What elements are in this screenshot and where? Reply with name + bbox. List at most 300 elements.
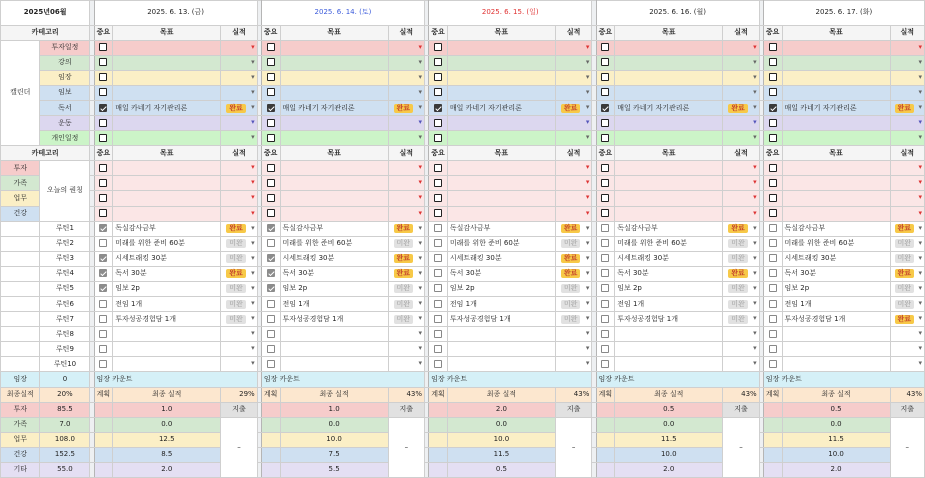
performance-dropdown[interactable] [890, 131, 924, 146]
importance-cell[interactable] [261, 116, 280, 131]
importance-cell[interactable] [261, 161, 280, 176]
performance-dropdown[interactable] [388, 55, 424, 70]
importance-cell[interactable] [596, 116, 615, 131]
routine-text[interactable] [615, 327, 723, 342]
performance-dropdown[interactable] [221, 161, 257, 176]
routine-checkbox[interactable] [99, 269, 107, 277]
goal-cell[interactable] [782, 161, 890, 176]
importance-cell[interactable] [596, 161, 615, 176]
importance-checkbox[interactable] [99, 104, 107, 112]
routine-status-dropdown[interactable] [555, 251, 591, 266]
routine-check-cell[interactable] [596, 236, 615, 251]
routine-checkbox[interactable] [601, 345, 609, 353]
importance-cell[interactable] [94, 191, 113, 206]
routine-checkbox[interactable] [769, 300, 777, 308]
importance-cell[interactable] [429, 101, 448, 116]
importance-cell[interactable] [763, 161, 782, 176]
routine-checkbox[interactable] [267, 300, 275, 308]
goal-cell[interactable] [447, 70, 555, 85]
importance-cell[interactable] [429, 191, 448, 206]
performance-dropdown[interactable] [723, 116, 759, 131]
importance-checkbox[interactable] [267, 73, 275, 81]
importance-checkbox[interactable] [267, 88, 275, 96]
routine-checkbox[interactable] [99, 360, 107, 368]
routine-check-cell[interactable] [596, 327, 615, 342]
routine-status-dropdown[interactable] [723, 297, 759, 312]
routine-check-cell[interactable] [261, 266, 280, 281]
performance-dropdown[interactable] [555, 131, 591, 146]
routine-text[interactable]: 독실감사금부 [782, 221, 890, 236]
routine-text[interactable]: 투자성공경험담 1개 [280, 312, 388, 327]
importance-checkbox[interactable] [769, 88, 777, 96]
routine-text[interactable]: 미래를 위한 준비 60분 [113, 236, 221, 251]
importance-checkbox[interactable] [601, 104, 609, 112]
performance-dropdown[interactable] [221, 206, 257, 221]
importance-checkbox[interactable] [769, 73, 777, 81]
routine-text[interactable]: 독서 30분 [113, 266, 221, 281]
routine-check-cell[interactable] [596, 221, 615, 236]
performance-dropdown[interactable] [723, 70, 759, 85]
importance-cell[interactable] [596, 101, 615, 116]
performance-dropdown[interactable] [723, 206, 759, 221]
routine-text[interactable] [447, 342, 555, 357]
importance-checkbox[interactable] [267, 58, 275, 66]
routine-check-cell[interactable] [261, 357, 280, 372]
routine-check-cell[interactable] [261, 342, 280, 357]
importance-cell[interactable] [596, 131, 615, 146]
routine-status-dropdown[interactable] [388, 312, 424, 327]
goal-cell[interactable] [447, 55, 555, 70]
routine-check-cell[interactable] [763, 357, 782, 372]
routine-text[interactable] [113, 327, 221, 342]
routine-text[interactable]: 시세트래킹 30분 [447, 251, 555, 266]
performance-dropdown[interactable] [890, 176, 924, 191]
routine-check-cell[interactable] [429, 251, 448, 266]
goal-cell[interactable] [782, 116, 890, 131]
routine-checkbox[interactable] [434, 300, 442, 308]
routine-check-cell[interactable] [763, 266, 782, 281]
routine-status-dropdown[interactable] [388, 281, 424, 296]
routine-checkbox[interactable] [601, 254, 609, 262]
importance-checkbox[interactable] [99, 43, 107, 51]
importance-cell[interactable] [763, 70, 782, 85]
importance-cell[interactable] [763, 55, 782, 70]
routine-check-cell[interactable] [94, 357, 113, 372]
importance-checkbox[interactable] [267, 209, 275, 217]
importance-checkbox[interactable] [434, 88, 442, 96]
importance-checkbox[interactable] [434, 58, 442, 66]
performance-dropdown[interactable] [388, 70, 424, 85]
goal-cell[interactable] [280, 85, 388, 100]
goal-cell[interactable] [447, 176, 555, 191]
routine-status-dropdown[interactable] [221, 221, 257, 236]
routine-text[interactable]: 전임 1개 [615, 297, 723, 312]
performance-dropdown[interactable] [890, 70, 924, 85]
goal-cell[interactable]: 매일 카네기 자기관리론 [615, 101, 723, 116]
routine-status-dropdown[interactable] [221, 281, 257, 296]
routine-checkbox[interactable] [267, 360, 275, 368]
routine-status-dropdown[interactable] [890, 251, 924, 266]
importance-cell[interactable] [763, 191, 782, 206]
performance-dropdown[interactable] [723, 85, 759, 100]
routine-text[interactable] [280, 327, 388, 342]
importance-cell[interactable] [261, 70, 280, 85]
importance-cell[interactable] [596, 191, 615, 206]
goal-cell[interactable] [615, 85, 723, 100]
routine-status-dropdown[interactable] [555, 327, 591, 342]
routine-checkbox[interactable] [434, 284, 442, 292]
performance-dropdown[interactable] [890, 206, 924, 221]
routine-text[interactable]: 임보 2p [615, 281, 723, 296]
importance-cell[interactable] [596, 206, 615, 221]
routine-status-dropdown[interactable] [221, 266, 257, 281]
routine-checkbox[interactable] [434, 315, 442, 323]
routine-status-dropdown[interactable] [723, 327, 759, 342]
routine-check-cell[interactable] [763, 221, 782, 236]
performance-dropdown[interactable] [890, 161, 924, 176]
goal-cell[interactable] [113, 55, 221, 70]
goal-cell[interactable] [113, 176, 221, 191]
routine-checkbox[interactable] [99, 224, 107, 232]
routine-checkbox[interactable] [99, 254, 107, 262]
importance-checkbox[interactable] [99, 164, 107, 172]
routine-checkbox[interactable] [267, 284, 275, 292]
performance-dropdown[interactable] [723, 131, 759, 146]
goal-cell[interactable] [615, 176, 723, 191]
routine-check-cell[interactable] [763, 297, 782, 312]
routine-checkbox[interactable] [267, 345, 275, 353]
routine-check-cell[interactable] [261, 281, 280, 296]
routine-check-cell[interactable] [429, 281, 448, 296]
importance-cell[interactable] [429, 85, 448, 100]
routine-text[interactable] [782, 327, 890, 342]
routine-text[interactable] [113, 357, 221, 372]
routine-status-dropdown[interactable] [723, 357, 759, 372]
routine-text[interactable]: 임보 2p [113, 281, 221, 296]
goal-cell[interactable] [447, 206, 555, 221]
importance-checkbox[interactable] [434, 179, 442, 187]
performance-dropdown[interactable] [221, 55, 257, 70]
routine-status-dropdown[interactable] [890, 312, 924, 327]
routine-text[interactable] [615, 342, 723, 357]
routine-checkbox[interactable] [267, 330, 275, 338]
goal-cell[interactable] [615, 131, 723, 146]
importance-cell[interactable] [596, 40, 615, 55]
performance-dropdown[interactable] [723, 161, 759, 176]
importance-checkbox[interactable] [267, 134, 275, 142]
importance-checkbox[interactable] [267, 179, 275, 187]
importance-checkbox[interactable] [99, 58, 107, 66]
goal-cell[interactable] [280, 176, 388, 191]
importance-cell[interactable] [596, 85, 615, 100]
importance-checkbox[interactable] [601, 119, 609, 127]
importance-cell[interactable] [94, 70, 113, 85]
routine-text[interactable] [113, 342, 221, 357]
routine-text[interactable] [615, 357, 723, 372]
importance-cell[interactable] [429, 70, 448, 85]
routine-text[interactable]: 독실감사금부 [447, 221, 555, 236]
routine-checkbox[interactable] [434, 224, 442, 232]
routine-check-cell[interactable] [429, 357, 448, 372]
goal-cell[interactable] [615, 55, 723, 70]
routine-status-dropdown[interactable] [723, 266, 759, 281]
routine-text[interactable]: 독서 30분 [615, 266, 723, 281]
routine-checkbox[interactable] [769, 330, 777, 338]
importance-cell[interactable] [429, 116, 448, 131]
goal-cell[interactable] [280, 131, 388, 146]
routine-check-cell[interactable] [429, 266, 448, 281]
routine-text[interactable]: 임보 2p [280, 281, 388, 296]
routine-status-dropdown[interactable] [388, 327, 424, 342]
goal-cell[interactable] [615, 161, 723, 176]
routine-status-dropdown[interactable] [388, 357, 424, 372]
importance-checkbox[interactable] [99, 119, 107, 127]
goal-cell[interactable] [615, 191, 723, 206]
routine-checkbox[interactable] [267, 239, 275, 247]
importance-cell[interactable] [261, 55, 280, 70]
routine-text[interactable]: 임보 2p [447, 281, 555, 296]
importance-cell[interactable] [94, 101, 113, 116]
performance-dropdown[interactable] [890, 116, 924, 131]
performance-dropdown[interactable] [388, 191, 424, 206]
routine-status-dropdown[interactable] [388, 342, 424, 357]
routine-check-cell[interactable] [596, 266, 615, 281]
routine-check-cell[interactable] [94, 221, 113, 236]
goal-cell[interactable]: 매일 카네기 자기관리론 [782, 101, 890, 116]
performance-dropdown[interactable] [221, 85, 257, 100]
goal-cell[interactable] [113, 206, 221, 221]
routine-status-dropdown[interactable] [890, 266, 924, 281]
goal-cell[interactable] [280, 206, 388, 221]
routine-text[interactable]: 독실감사금부 [615, 221, 723, 236]
importance-cell[interactable] [763, 206, 782, 221]
importance-checkbox[interactable] [769, 164, 777, 172]
routine-status-dropdown[interactable] [388, 236, 424, 251]
routine-status-dropdown[interactable] [555, 236, 591, 251]
importance-cell[interactable] [94, 176, 113, 191]
performance-dropdown[interactable] [890, 55, 924, 70]
routine-status-dropdown[interactable] [890, 327, 924, 342]
importance-cell[interactable] [94, 40, 113, 55]
performance-dropdown[interactable] [890, 40, 924, 55]
routine-checkbox[interactable] [769, 239, 777, 247]
importance-checkbox[interactable] [601, 164, 609, 172]
importance-checkbox[interactable] [99, 194, 107, 202]
performance-dropdown[interactable] [221, 191, 257, 206]
routine-checkbox[interactable] [267, 254, 275, 262]
routine-text[interactable]: 투자성공경험담 1개 [447, 312, 555, 327]
importance-cell[interactable] [94, 116, 113, 131]
routine-text[interactable] [280, 357, 388, 372]
performance-dropdown[interactable] [723, 191, 759, 206]
performance-dropdown[interactable] [388, 85, 424, 100]
goal-cell[interactable] [280, 70, 388, 85]
importance-checkbox[interactable] [267, 104, 275, 112]
importance-checkbox[interactable] [267, 164, 275, 172]
goal-cell[interactable] [280, 191, 388, 206]
routine-text[interactable] [782, 357, 890, 372]
routine-checkbox[interactable] [267, 315, 275, 323]
performance-dropdown[interactable] [555, 40, 591, 55]
routine-text[interactable] [782, 342, 890, 357]
performance-dropdown[interactable] [388, 206, 424, 221]
performance-dropdown[interactable] [890, 191, 924, 206]
routine-checkbox[interactable] [601, 315, 609, 323]
importance-checkbox[interactable] [267, 194, 275, 202]
goal-cell[interactable] [447, 131, 555, 146]
importance-cell[interactable] [429, 131, 448, 146]
goal-cell[interactable] [782, 131, 890, 146]
goal-cell[interactable] [280, 161, 388, 176]
routine-check-cell[interactable] [763, 251, 782, 266]
routine-text[interactable]: 미래를 위한 준비 60분 [615, 236, 723, 251]
importance-checkbox[interactable] [601, 88, 609, 96]
importance-checkbox[interactable] [601, 179, 609, 187]
importance-cell[interactable] [94, 206, 113, 221]
routine-text[interactable]: 투자성공경험담 1개 [615, 312, 723, 327]
routine-status-dropdown[interactable] [555, 266, 591, 281]
routine-check-cell[interactable] [261, 251, 280, 266]
routine-text[interactable]: 전임 1개 [113, 297, 221, 312]
performance-dropdown[interactable] [890, 85, 924, 100]
routine-text[interactable] [280, 342, 388, 357]
goal-cell[interactable] [280, 55, 388, 70]
importance-checkbox[interactable] [769, 194, 777, 202]
importance-cell[interactable] [429, 55, 448, 70]
goal-cell[interactable]: 매일 카네기 자기관리론 [113, 101, 221, 116]
routine-status-dropdown[interactable] [555, 342, 591, 357]
routine-checkbox[interactable] [434, 269, 442, 277]
goal-cell[interactable] [280, 40, 388, 55]
routine-check-cell[interactable] [429, 221, 448, 236]
performance-dropdown[interactable] [388, 40, 424, 55]
routine-status-dropdown[interactable] [388, 266, 424, 281]
importance-checkbox[interactable] [769, 209, 777, 217]
goal-cell[interactable] [113, 70, 221, 85]
goal-cell[interactable] [782, 55, 890, 70]
routine-text[interactable]: 시세트래킹 30분 [280, 251, 388, 266]
routine-check-cell[interactable] [261, 327, 280, 342]
routine-checkbox[interactable] [267, 224, 275, 232]
goal-cell[interactable] [113, 85, 221, 100]
importance-cell[interactable] [261, 131, 280, 146]
routine-status-dropdown[interactable] [221, 312, 257, 327]
routine-check-cell[interactable] [763, 236, 782, 251]
goal-cell[interactable] [782, 70, 890, 85]
routine-text[interactable]: 전임 1개 [782, 297, 890, 312]
routine-check-cell[interactable] [261, 221, 280, 236]
importance-checkbox[interactable] [769, 119, 777, 127]
importance-checkbox[interactable] [769, 43, 777, 51]
performance-dropdown[interactable] [221, 101, 257, 116]
goal-cell[interactable] [782, 191, 890, 206]
importance-checkbox[interactable] [434, 73, 442, 81]
routine-check-cell[interactable] [94, 342, 113, 357]
routine-checkbox[interactable] [769, 360, 777, 368]
performance-dropdown[interactable] [890, 101, 924, 116]
routine-checkbox[interactable] [99, 284, 107, 292]
routine-status-dropdown[interactable] [890, 357, 924, 372]
routine-status-dropdown[interactable] [723, 251, 759, 266]
routine-status-dropdown[interactable] [890, 236, 924, 251]
importance-checkbox[interactable] [99, 88, 107, 96]
routine-status-dropdown[interactable] [890, 221, 924, 236]
performance-dropdown[interactable] [555, 116, 591, 131]
routine-check-cell[interactable] [94, 281, 113, 296]
routine-check-cell[interactable] [94, 327, 113, 342]
routine-check-cell[interactable] [763, 327, 782, 342]
routine-status-dropdown[interactable] [221, 236, 257, 251]
performance-dropdown[interactable] [555, 85, 591, 100]
performance-dropdown[interactable] [723, 101, 759, 116]
routine-checkbox[interactable] [601, 269, 609, 277]
performance-dropdown[interactable] [221, 70, 257, 85]
performance-dropdown[interactable] [555, 191, 591, 206]
routine-status-dropdown[interactable] [555, 221, 591, 236]
importance-cell[interactable] [763, 85, 782, 100]
routine-checkbox[interactable] [769, 284, 777, 292]
routine-text[interactable]: 전임 1개 [280, 297, 388, 312]
importance-checkbox[interactable] [267, 119, 275, 127]
importance-cell[interactable] [94, 131, 113, 146]
importance-cell[interactable] [261, 101, 280, 116]
routine-status-dropdown[interactable] [555, 297, 591, 312]
routine-check-cell[interactable] [429, 236, 448, 251]
performance-dropdown[interactable] [555, 206, 591, 221]
routine-check-cell[interactable] [94, 312, 113, 327]
routine-status-dropdown[interactable] [221, 327, 257, 342]
routine-checkbox[interactable] [769, 224, 777, 232]
routine-check-cell[interactable] [429, 327, 448, 342]
importance-cell[interactable] [763, 131, 782, 146]
importance-cell[interactable] [596, 176, 615, 191]
importance-cell[interactable] [429, 206, 448, 221]
routine-status-dropdown[interactable] [723, 281, 759, 296]
importance-cell[interactable] [763, 101, 782, 116]
importance-checkbox[interactable] [434, 119, 442, 127]
routine-checkbox[interactable] [434, 239, 442, 247]
importance-checkbox[interactable] [99, 73, 107, 81]
routine-status-dropdown[interactable] [723, 312, 759, 327]
routine-check-cell[interactable] [596, 281, 615, 296]
routine-check-cell[interactable] [94, 297, 113, 312]
importance-checkbox[interactable] [434, 43, 442, 51]
goal-cell[interactable]: 매일 카네기 자기관리론 [280, 101, 388, 116]
goal-cell[interactable] [447, 116, 555, 131]
routine-checkbox[interactable] [769, 315, 777, 323]
routine-check-cell[interactable] [261, 312, 280, 327]
routine-checkbox[interactable] [434, 254, 442, 262]
importance-checkbox[interactable] [99, 179, 107, 187]
routine-check-cell[interactable] [94, 236, 113, 251]
routine-checkbox[interactable] [434, 345, 442, 353]
goal-cell[interactable] [447, 161, 555, 176]
performance-dropdown[interactable] [388, 101, 424, 116]
routine-check-cell[interactable] [94, 266, 113, 281]
routine-status-dropdown[interactable] [388, 221, 424, 236]
performance-dropdown[interactable] [388, 116, 424, 131]
goal-cell[interactable] [615, 40, 723, 55]
importance-checkbox[interactable] [601, 43, 609, 51]
importance-cell[interactable] [261, 40, 280, 55]
routine-status-dropdown[interactable] [890, 281, 924, 296]
performance-dropdown[interactable] [555, 70, 591, 85]
importance-checkbox[interactable] [601, 209, 609, 217]
performance-dropdown[interactable] [221, 40, 257, 55]
goal-cell[interactable] [113, 131, 221, 146]
routine-check-cell[interactable] [596, 342, 615, 357]
routine-checkbox[interactable] [769, 269, 777, 277]
